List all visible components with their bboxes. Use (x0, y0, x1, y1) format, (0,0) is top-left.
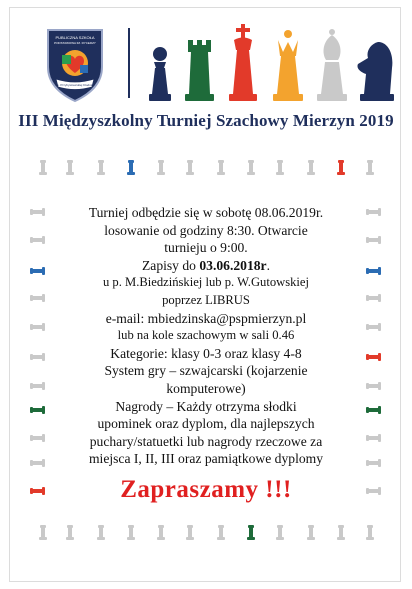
queen-icon (273, 30, 303, 101)
title-text: Międzyszkolny Turniej Szachowy Mierzyn 2019 (42, 111, 394, 130)
date-line: Turniej odbędzie się w sobotę 08.06.2019r. (88, 205, 324, 220)
title-roman-numeral: III (18, 111, 39, 130)
svg-text:PODSTAWOWA IM. RYCERZY: PODSTAWOWA IM. RYCERZY (54, 41, 96, 45)
svg-text:im. Przybyszewskiej Kłodnicy: im. Przybyszewskiej Kłodnicy (55, 83, 95, 87)
knight-icon (357, 42, 394, 101)
opening-time-line: turnieju o 9:00. (164, 240, 248, 256)
game-system-line: System gry – szwajcarski (kojarzenie (104, 363, 308, 379)
chess-club-line: lub na kole szachowym w sali 0.46 (117, 328, 295, 343)
event-details (60, 204, 352, 468)
prizes-line-4: miejsca I, II, III oraz pamiątkowe dyplomy (88, 451, 324, 467)
rook-icon (185, 40, 214, 101)
email-line: e-mail: mbiedzinska@pspmierzyn.pl (105, 310, 307, 326)
pawn-icon (149, 47, 171, 101)
svg-text:PUBLICZNA SZKOŁA: PUBLICZNA SZKOŁA (55, 35, 95, 40)
school-crest-logo (42, 27, 108, 103)
bishop-icon (317, 29, 347, 101)
prizes-line-3: puchary/statuetki lub nagrody rzeczowe za (89, 433, 323, 449)
librus-line: poprzez LIBRUS (162, 292, 250, 307)
contact-persons-line: u p. M.Biedzińskiej lub p. W.Gutowskiej (102, 275, 310, 290)
registration-deadline: 03.06.2018r (199, 257, 267, 273)
header-divider (128, 28, 130, 98)
game-system-line-2: komputerowe) (166, 380, 246, 396)
registration-prefix: Zapisy do (141, 257, 200, 273)
invitation-cta: Zapraszamy !!! (120, 476, 292, 503)
prizes-line: Nagrody – Każdy otrzyma słodki (115, 398, 297, 414)
event-title (0, 111, 412, 131)
registration-line (60, 257, 352, 275)
draw-time-line: losowanie od godziny 8:30. Otwarcie (104, 222, 308, 238)
prizes-line-2: upominek oraz dyplom, dla najlepszych (97, 416, 315, 432)
king-icon (229, 24, 257, 101)
registration-suffix: . (266, 257, 270, 273)
header-chess-pieces (142, 22, 394, 106)
categories-line: Kategorie: klasy 0-3 oraz klasy 4-8 (110, 345, 302, 361)
